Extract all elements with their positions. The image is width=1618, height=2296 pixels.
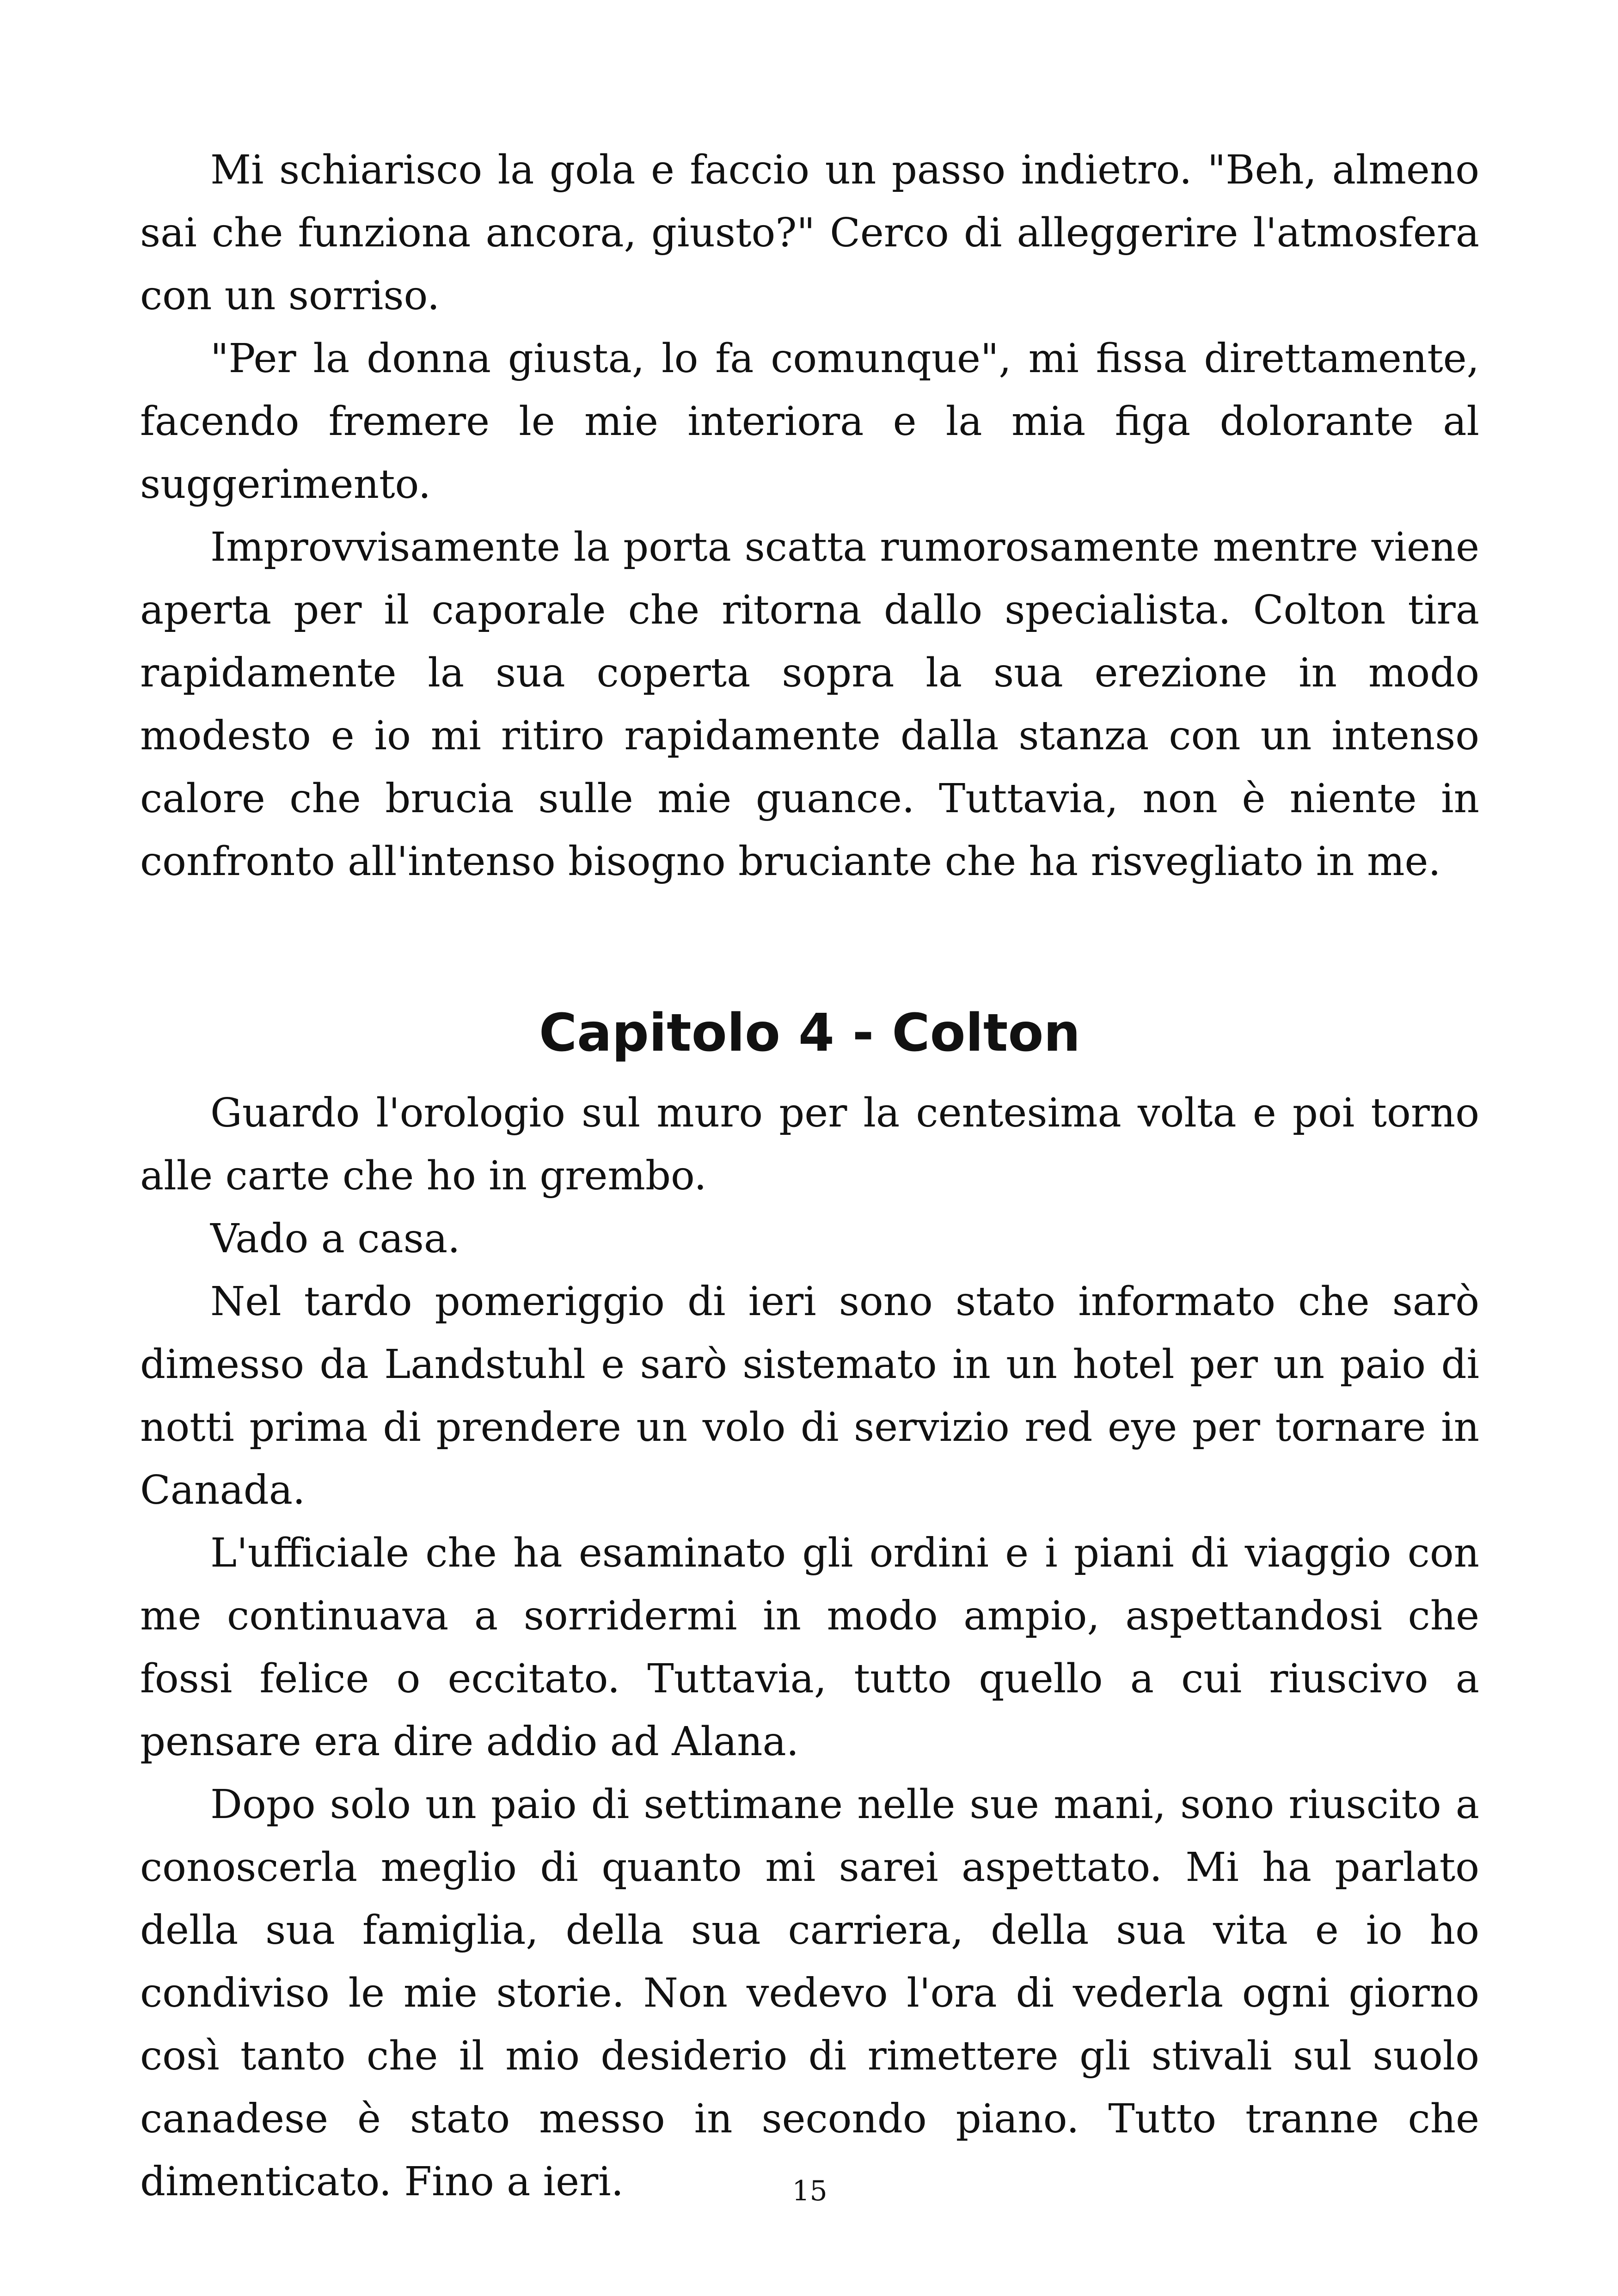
- chapter-heading: Capitolo 4 - Colton: [539, 1003, 1081, 1063]
- paragraph: Vado a casa.: [210, 1216, 460, 1262]
- paragraph: "Per la donna giusta, lo fa comunque", mi fissa direttamente, facendo fremere le mie interiora e la mia figa dolorante al suggerimento.: [140, 336, 1479, 508]
- paragraph: Improvvisamente la porta scatta rumorosamente mentre viene aperta per il caporale che ritorna dallo specialista. Colton tira rapidamente la sua coperta sopra la sua erezione in modo modesto e io mi ritiro rapidamente dalla stanza con un intenso calore che brucia sulle mie guance. Tuttavia, non è niente in confronto all'intenso bisogno bruciante che ha risvegliato in me.: [140, 524, 1479, 885]
- paragraph: Guardo l'orologio sul muro per la centesima volta e poi torno alle carte che ho in grembo.: [140, 1090, 1479, 1199]
- paragraph: Nel tardo pomeriggio di ieri sono stato informato che sarò dimesso da Landstuhl e sarò sistemato in un hotel per un paio di notti prima di prendere un volo di servizio red eye per tornare in Canada.: [140, 1279, 1479, 1513]
- page-number: 15: [792, 2175, 827, 2207]
- paragraph: L'ufficiale che ha esaminato gli ordini e i piani di viaggio con me continuava a sorridermi in modo ampio, aspettandosi che fossi felice o eccitato. Tuttavia, tutto quello a cui riuscivo a pensare era dire addio ad Alana.: [140, 1530, 1479, 1765]
- text-section-before-chapter: [140, 139, 1479, 893]
- text-section-chapter: [140, 1082, 1479, 2213]
- paragraph: Dopo solo un paio di settimane nelle sue mani, sono riuscito a conoscerla meglio di quanto mi sarei aspettato. Mi ha parlato della sua famiglia, della sua carriera, della sua vita e io ho condiviso le mie storie. Non vedevo l'ora di vederla ogni giorno così tanto che il mio desiderio di rimettere gli stivali sul suolo canadese è stato messo in secondo piano. Tutto tranne che dimenticato. Fino a ieri.: [140, 1782, 1479, 2205]
- paragraph: Mi schiarisco la gola e faccio un passo indietro. "Beh, almeno sai che funziona ancora, giusto?" Cerco di alleggerire l'atmosfera con un sorriso.: [140, 147, 1479, 319]
